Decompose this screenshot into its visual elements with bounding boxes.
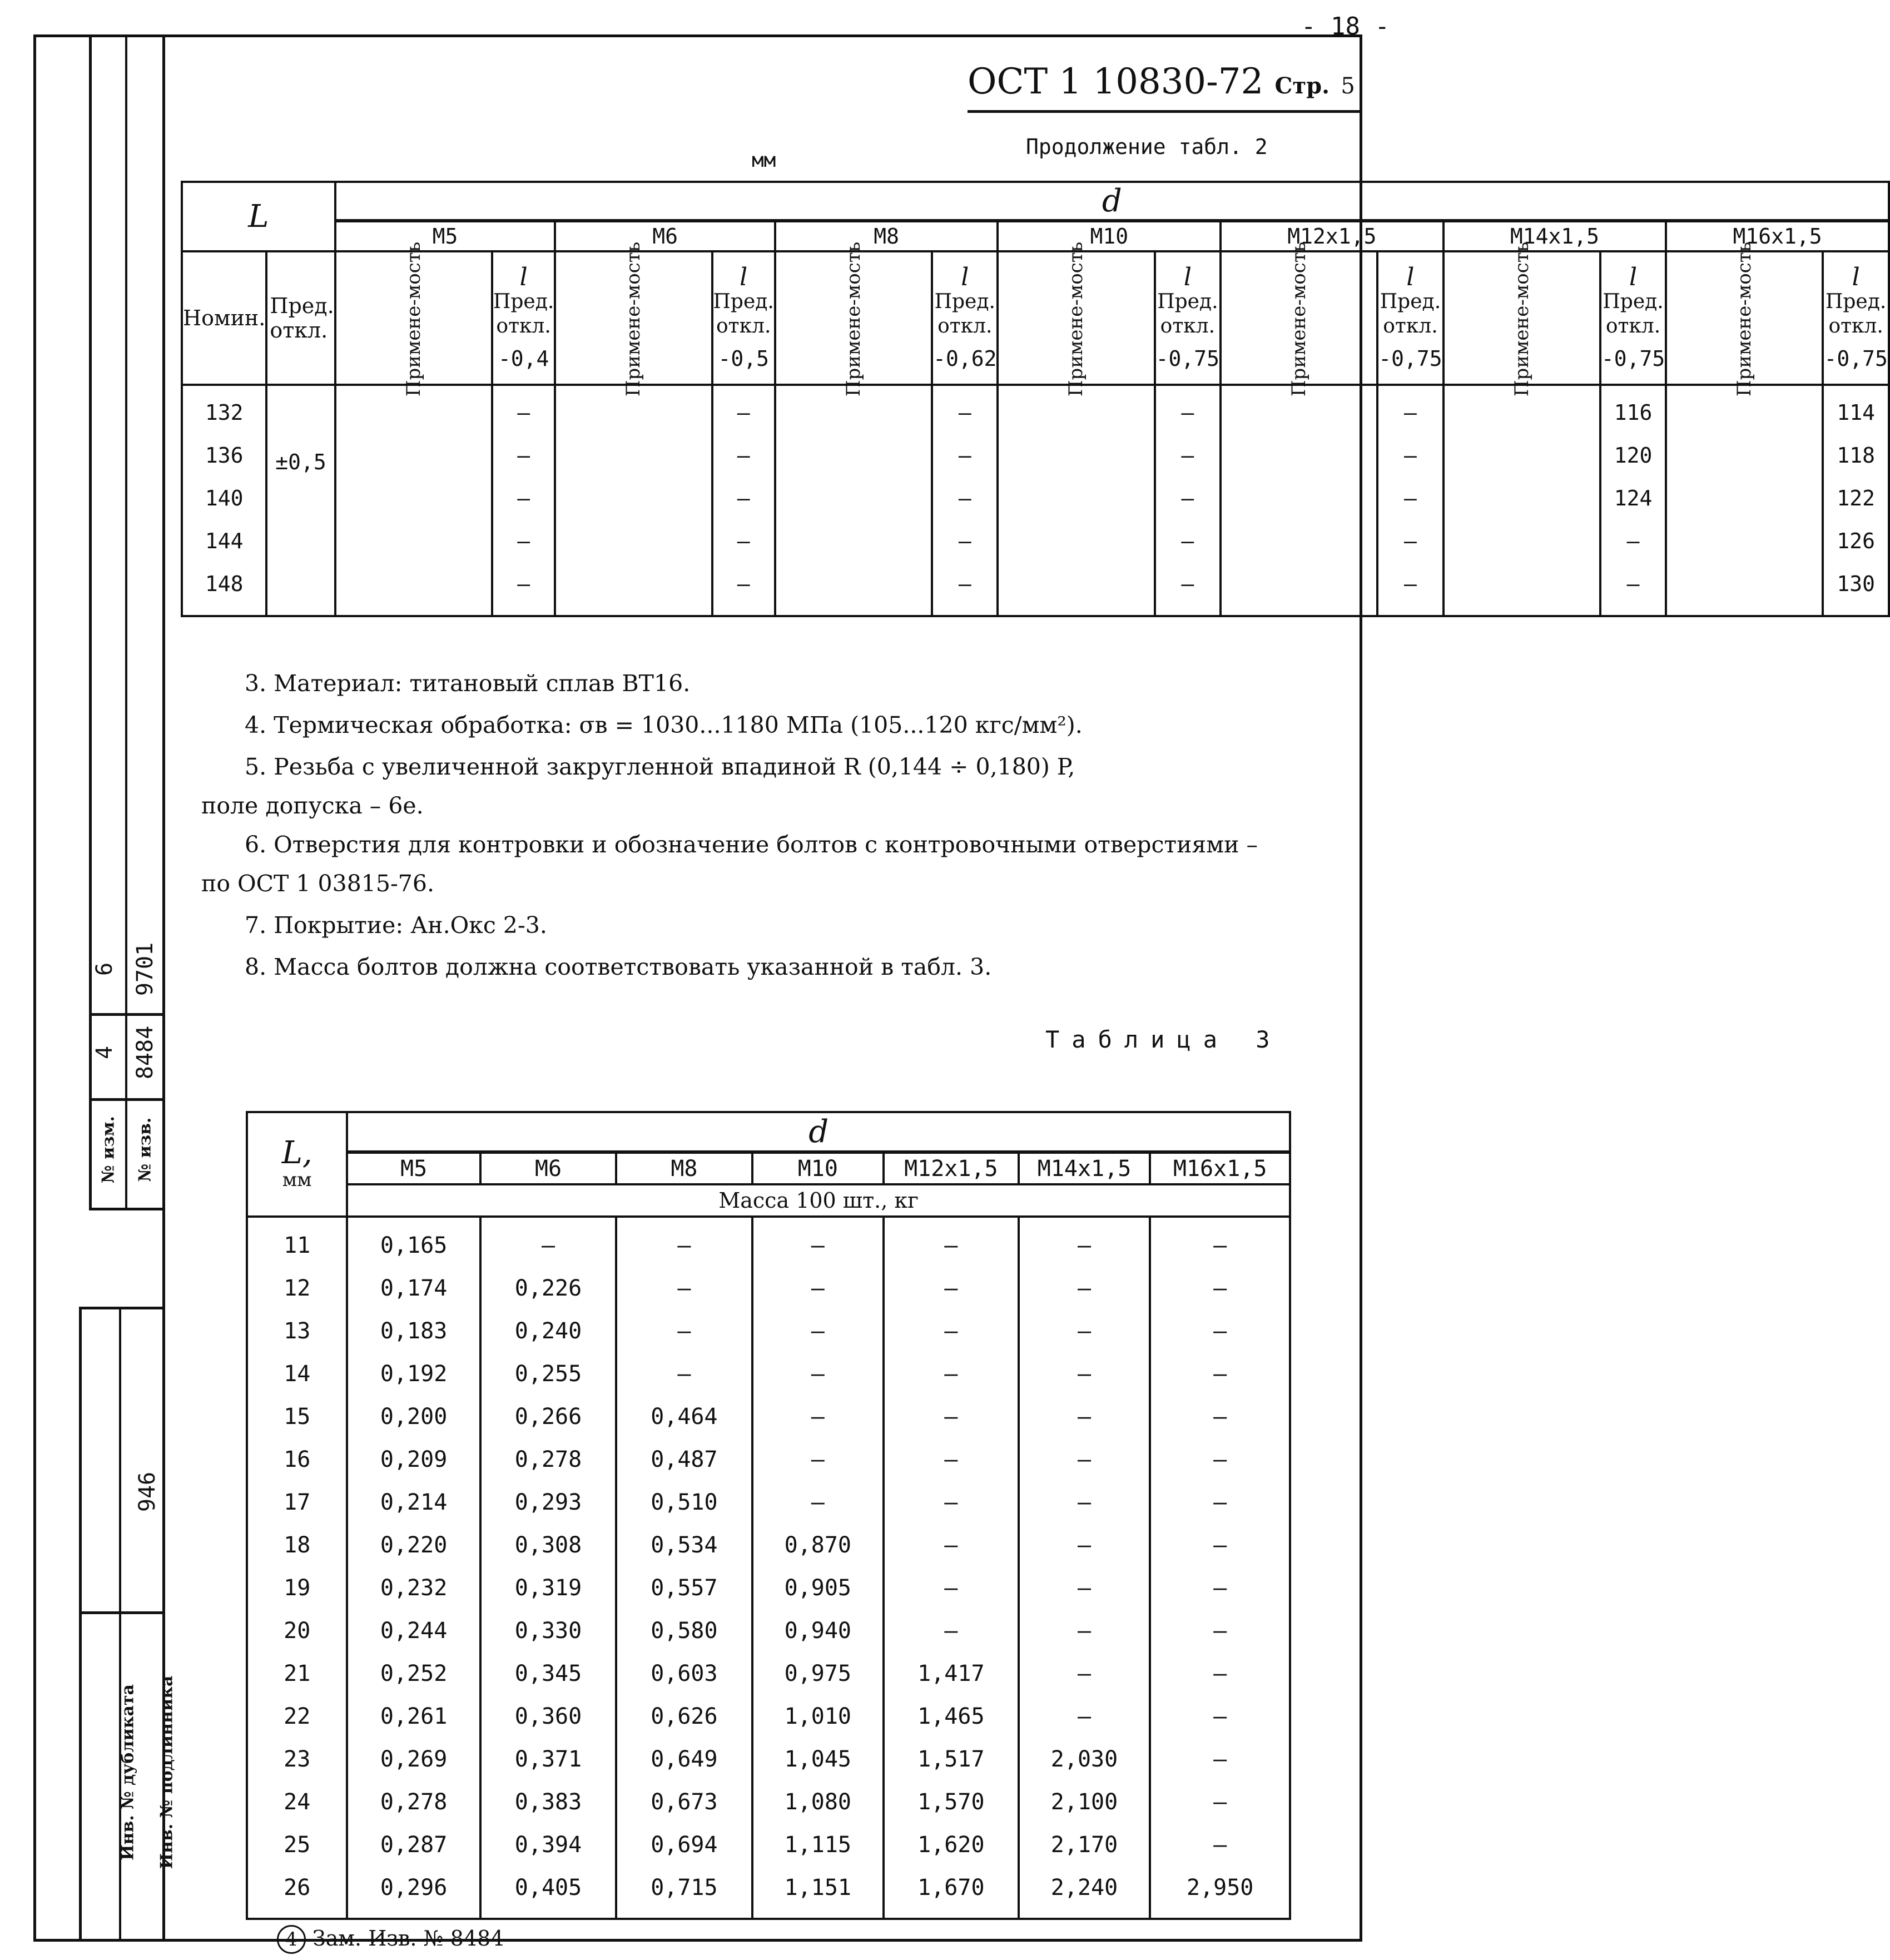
- l-values: [182, 385, 266, 616]
- change-number-b: 4: [92, 1045, 117, 1060]
- l-value: 25: [284, 1832, 311, 1858]
- table-cell: 0,266: [514, 1404, 582, 1430]
- nominal-header: Номин.: [182, 251, 266, 385]
- applicability-cell: [998, 385, 1154, 616]
- table-cell: 1,465: [917, 1704, 985, 1729]
- mass-values: [1019, 1217, 1150, 1919]
- table-cell: –: [677, 1361, 691, 1387]
- table-cell: 1,620: [917, 1832, 985, 1858]
- length-values: [1823, 385, 1888, 616]
- table-cell: 2,100: [1050, 1789, 1118, 1815]
- length-header: [1377, 251, 1443, 385]
- table-cell: 0,394: [514, 1832, 582, 1858]
- table-cell: –: [944, 1447, 958, 1472]
- thread-header: M14x1,5: [1019, 1152, 1150, 1184]
- l-value: 136: [205, 443, 244, 468]
- pred-otkl-label: Пред. откл.: [1603, 290, 1664, 338]
- note-line: 4. Термическая обработка: σв = 1030...1180 МПа (105...120 кгс/мм²).: [245, 712, 1083, 738]
- table-cell: –: [944, 1575, 958, 1601]
- l-value: 12: [284, 1276, 311, 1301]
- table-cell: 0,487: [651, 1447, 718, 1472]
- applicability-cell: [555, 385, 712, 616]
- table-cell: –: [944, 1490, 958, 1515]
- table-cell: –: [1181, 572, 1194, 596]
- table-cell: –: [1404, 486, 1417, 510]
- table-cell: –: [1181, 486, 1194, 510]
- table-cell: 2,170: [1050, 1832, 1118, 1858]
- d-header: d: [335, 182, 1889, 221]
- table-cell: 0,226: [514, 1276, 582, 1301]
- applicability-header: [1443, 241, 1600, 397]
- table-cell: 0,603: [651, 1661, 718, 1686]
- note-line: 8. Масса болтов должна соответствовать указанной в табл. 3.: [245, 954, 992, 980]
- table-cell: –: [1077, 1661, 1092, 1686]
- table-cell: –: [1077, 1276, 1092, 1301]
- pred-otkl-label: Пред. откл.: [713, 290, 774, 338]
- table-cell: 0,287: [380, 1832, 448, 1858]
- table-cell: 120: [1614, 443, 1653, 468]
- table-cell: –: [517, 443, 530, 468]
- mass-values: [616, 1217, 752, 1919]
- l-small-symbol: l: [1183, 263, 1192, 291]
- table-cell: 130: [1837, 572, 1875, 596]
- l-small-symbol: l: [1852, 263, 1860, 291]
- table-cell: 124: [1614, 486, 1653, 510]
- table-cell: 0,975: [784, 1661, 852, 1686]
- mass-values: [752, 1217, 884, 1919]
- table-cell: 116: [1614, 400, 1653, 425]
- table-cell: 1,670: [917, 1875, 985, 1901]
- mass-values: [884, 1217, 1019, 1919]
- length-values: [932, 385, 998, 616]
- doc-number-b: 8484: [132, 1025, 158, 1080]
- table-cell: 2,240: [1050, 1875, 1118, 1901]
- table-cell: 0,694: [651, 1832, 718, 1858]
- table-cell: 0,174: [380, 1276, 448, 1301]
- d-header: d: [347, 1112, 1290, 1152]
- thread-header: M6: [555, 221, 775, 251]
- inventory-number: 946: [135, 1471, 160, 1512]
- length-values: [1600, 385, 1666, 616]
- table-cell: –: [811, 1404, 825, 1430]
- table-cell: 0,330: [514, 1618, 582, 1644]
- length-values: [492, 385, 555, 616]
- l-value: 24: [284, 1789, 311, 1815]
- table-cell: –: [1077, 1361, 1092, 1387]
- note-line: 7. Покрытие: Ан.Окс 2-3.: [245, 912, 547, 939]
- table-cell: –: [1213, 1575, 1227, 1601]
- table-cell: –: [958, 572, 971, 596]
- table-cell: –: [1181, 443, 1194, 468]
- length-header: [712, 251, 775, 385]
- pred-otkl-label: Пред. откл.: [1825, 290, 1887, 338]
- table-cell: 2,030: [1050, 1746, 1118, 1772]
- table-cell: –: [1213, 1532, 1227, 1558]
- table-cell: –: [1213, 1789, 1227, 1815]
- l-value: 132: [205, 400, 244, 425]
- table-cell: –: [1077, 1704, 1092, 1729]
- table-cell: –: [1077, 1318, 1092, 1344]
- table-cell: 0,296: [380, 1875, 448, 1901]
- table-cell: 1,080: [784, 1789, 852, 1815]
- inv-podl-label: Инв. № подлинника: [157, 1675, 177, 1869]
- table-cell: –: [1213, 1404, 1227, 1430]
- table-cell: –: [944, 1276, 958, 1301]
- table-cell: 0,534: [651, 1532, 718, 1558]
- applicability-label: Примене-мость: [1288, 241, 1311, 397]
- mass-header: Масса 100 шт., кг: [347, 1184, 1290, 1217]
- table-cell: –: [958, 400, 971, 425]
- length-values: [1155, 385, 1221, 616]
- table-cell: 0,278: [380, 1789, 448, 1815]
- mass-values: [480, 1217, 616, 1919]
- tolerance-value: ±0,5: [275, 450, 326, 474]
- table-cell: –: [1181, 529, 1194, 553]
- length-header: [932, 251, 998, 385]
- applicability-header: [555, 241, 712, 397]
- table-cell: –: [1213, 1318, 1227, 1344]
- applicability-label: Примене-мость: [1733, 241, 1756, 397]
- pred-otkl-label: Пред. откл.: [1380, 290, 1441, 338]
- table-cell: –: [1213, 1832, 1227, 1858]
- table-cell: 0,626: [651, 1704, 718, 1729]
- table-cell: –: [517, 400, 530, 425]
- data-row: [182, 385, 1889, 616]
- table-cell: 0,209: [380, 1447, 448, 1472]
- table-cell: –: [811, 1318, 825, 1344]
- note-line: 5. Резьба с увеличенной закругленной впадиной R (0,144 ÷ 0,180) P,: [245, 753, 1075, 780]
- tolerance-value: -0,5: [718, 346, 769, 371]
- table-cell: –: [1626, 572, 1640, 596]
- pred-otkl-label: Пред. откл.: [934, 290, 995, 338]
- table-cell: 0,673: [651, 1789, 718, 1815]
- stamp-line: [89, 1098, 165, 1101]
- note-line: поле допуска – 6е.: [201, 792, 424, 819]
- table-cell: 0,940: [784, 1618, 852, 1644]
- applicability-label: Примене-мость: [1065, 241, 1088, 397]
- table-cell: 0,269: [380, 1746, 448, 1772]
- table-cell: –: [1077, 1233, 1092, 1258]
- table-cell: 0,715: [651, 1875, 718, 1901]
- table-cell: 0,183: [380, 1318, 448, 1344]
- thread-header: M12x1,5: [884, 1152, 1019, 1184]
- table-cell: –: [1077, 1490, 1092, 1515]
- table-cell: 0,870: [784, 1532, 852, 1558]
- thread-header: M10: [998, 221, 1221, 251]
- table-cell: 0,557: [651, 1575, 718, 1601]
- table-cell: –: [677, 1318, 691, 1344]
- l-value: 16: [284, 1447, 311, 1472]
- izm-label: № изм.: [98, 1116, 118, 1183]
- table-cell: –: [1404, 529, 1417, 553]
- table-cell: –: [1213, 1661, 1227, 1686]
- change-number-a: 6: [92, 962, 117, 976]
- table-cell: 0,319: [514, 1575, 582, 1601]
- thread-header: M10: [752, 1152, 884, 1184]
- tolerance-value: -0,75: [1155, 346, 1220, 371]
- table-cell: 126: [1837, 529, 1875, 553]
- table-cell: 122: [1837, 486, 1875, 510]
- tolerance-value: -0,4: [498, 346, 549, 371]
- table-cell: –: [1213, 1447, 1227, 1472]
- l-value: 21: [284, 1661, 311, 1686]
- table-cell: 0,255: [514, 1361, 582, 1387]
- footer: [277, 1925, 504, 1954]
- applicability-cell: [775, 385, 932, 616]
- table-cell: 0,308: [514, 1532, 582, 1558]
- l-small-symbol: l: [1629, 263, 1638, 291]
- note-line: 3. Материал: титановый сплав ВТ16.: [245, 670, 691, 697]
- table-cell: –: [811, 1276, 825, 1301]
- tolerance-value: -0,75: [1824, 346, 1888, 371]
- table-cell: –: [737, 400, 750, 425]
- applicability-label: Примене-мость: [842, 241, 865, 397]
- table-cell: 0,371: [514, 1746, 582, 1772]
- table-cell: 0,360: [514, 1704, 582, 1729]
- table-cell: 0,464: [651, 1404, 718, 1430]
- thread-header-row: [247, 1152, 1290, 1184]
- table-cell: 0,905: [784, 1575, 852, 1601]
- table-cell: –: [517, 529, 530, 553]
- subheader-row: [182, 251, 1889, 385]
- header-underline: [968, 110, 1362, 113]
- data-row: [247, 1217, 1290, 1919]
- table-cell: –: [737, 529, 750, 553]
- table-cell: –: [1213, 1618, 1227, 1644]
- table-cell: –: [737, 486, 750, 510]
- table-cell: –: [944, 1318, 958, 1344]
- table-cell: –: [811, 1447, 825, 1472]
- table-cell: –: [737, 572, 750, 596]
- table-cell: –: [1213, 1361, 1227, 1387]
- table-cell: 1,010: [784, 1704, 852, 1729]
- table-cell: 0,405: [514, 1875, 582, 1901]
- table-cell: 0,232: [380, 1575, 448, 1601]
- table-3-title: Таблица 3: [1045, 1026, 1282, 1053]
- deviation-header: Пред. откл.: [266, 251, 335, 385]
- table-cell: –: [677, 1233, 691, 1258]
- table-cell: –: [944, 1532, 958, 1558]
- table-cell: 0,244: [380, 1618, 448, 1644]
- l-value: 13: [284, 1318, 311, 1344]
- table-3: [246, 1111, 1291, 1920]
- applicability-label: Примене-мость: [402, 241, 425, 397]
- l-header: [247, 1112, 347, 1217]
- table-cell: –: [811, 1361, 825, 1387]
- thread-header: M14x1,5: [1443, 221, 1666, 251]
- length-header: [1155, 251, 1221, 385]
- l-symbol: L,: [281, 1135, 312, 1171]
- l-small-symbol: l: [519, 263, 528, 291]
- thread-header: M8: [775, 221, 998, 251]
- table-cell: –: [1213, 1704, 1227, 1729]
- table-cell: –: [1077, 1404, 1092, 1430]
- applicability-header: [335, 241, 492, 397]
- table-cell: –: [958, 529, 971, 553]
- applicability-cell: [1443, 385, 1600, 616]
- l-values: [247, 1217, 347, 1919]
- izv-label: № изв.: [135, 1117, 155, 1182]
- table-cell: –: [1213, 1490, 1227, 1515]
- l-small-symbol: l: [1406, 263, 1415, 291]
- table-cell: –: [811, 1490, 825, 1515]
- table-cell: –: [517, 486, 530, 510]
- length-header: [492, 251, 555, 385]
- table-cell: 1,417: [917, 1661, 985, 1686]
- table-cell: 1,151: [784, 1875, 852, 1901]
- table-cell: 0,252: [380, 1661, 448, 1686]
- l-value: 22: [284, 1704, 311, 1729]
- note-line: 6. Отверстия для контровки и обозначение болтов с контровочными отверстиями –: [245, 831, 1258, 858]
- table-cell: 0,383: [514, 1789, 582, 1815]
- table-cell: –: [517, 572, 530, 596]
- page-number: - 18 -: [1301, 12, 1390, 41]
- table-cell: –: [1404, 400, 1417, 425]
- table-cell: –: [677, 1276, 691, 1301]
- doc-number-a: 9701: [132, 942, 158, 996]
- tolerance-value: -0,75: [1601, 346, 1665, 371]
- table-cell: 0,192: [380, 1361, 448, 1387]
- table-cell: 0,345: [514, 1661, 582, 1686]
- table-cell: –: [737, 443, 750, 468]
- l-value: 14: [284, 1361, 311, 1387]
- table-cell: –: [1213, 1746, 1227, 1772]
- table-cell: 118: [1837, 443, 1875, 468]
- thread-header: M16x1,5: [1666, 221, 1889, 251]
- pred-otkl-label: Пред. откл.: [493, 290, 554, 338]
- page-label: Стр.: [1274, 73, 1330, 99]
- table-cell: 0,580: [651, 1618, 718, 1644]
- doc-code-text: ОСТ 1 10830-72: [968, 61, 1264, 102]
- table-cell: –: [1213, 1276, 1227, 1301]
- stamp-line: [79, 1611, 165, 1614]
- table-cell: 0,200: [380, 1404, 448, 1430]
- length-values: [712, 385, 775, 616]
- l-value: 144: [205, 529, 244, 553]
- l-value: 15: [284, 1404, 311, 1430]
- l-value: 148: [205, 572, 244, 596]
- table-cell: –: [944, 1618, 958, 1644]
- applicability-header: [1221, 241, 1377, 397]
- table-cell: 0,293: [514, 1490, 582, 1515]
- table-cell: 114: [1837, 400, 1875, 425]
- thread-header: M6: [480, 1152, 616, 1184]
- thread-header: M16x1,5: [1150, 1152, 1290, 1184]
- l-value: 18: [284, 1532, 311, 1558]
- tolerance-value: -0,62: [933, 346, 997, 371]
- table-cell: 0,261: [380, 1704, 448, 1729]
- applicability-label: Примене-мость: [1510, 241, 1533, 397]
- table-cell: –: [1626, 529, 1640, 553]
- table-cell: –: [1404, 443, 1417, 468]
- stamp-divider: [125, 34, 127, 1210]
- thread-header: M12x1,5: [1221, 221, 1443, 251]
- table-cell: 0,649: [651, 1746, 718, 1772]
- mass-values: [1150, 1217, 1290, 1919]
- thread-header: M5: [335, 221, 555, 251]
- note-line: по ОСТ 1 03815-76.: [201, 870, 435, 897]
- l-unit: мм: [282, 1169, 312, 1191]
- length-header: [1823, 251, 1888, 385]
- l-header: L: [182, 182, 335, 251]
- document-code: [968, 61, 1355, 102]
- pred-otkl-label: Пред. откл.: [1157, 290, 1218, 338]
- l-value: 26: [284, 1875, 311, 1901]
- l-small-symbol: l: [961, 263, 969, 291]
- table-cell: –: [811, 1233, 825, 1258]
- table-cell: –: [1077, 1575, 1092, 1601]
- table-cell: 2,950: [1186, 1875, 1254, 1901]
- table-cell: –: [944, 1404, 958, 1430]
- table-cell: 0,240: [514, 1318, 582, 1344]
- table-cell: –: [1077, 1532, 1092, 1558]
- l-value: 23: [284, 1746, 311, 1772]
- thread-header: M5: [347, 1152, 480, 1184]
- tolerance-value: -0,75: [1378, 346, 1442, 371]
- applicability-cell: [335, 385, 492, 616]
- table-cell: 1,115: [784, 1832, 852, 1858]
- stamp-line: [89, 1013, 165, 1016]
- thread-header-row: [182, 221, 1889, 251]
- table-cell: 1,517: [917, 1746, 985, 1772]
- l-value: 17: [284, 1490, 311, 1515]
- table-cell: 0,510: [651, 1490, 718, 1515]
- table-cell: –: [1077, 1447, 1092, 1472]
- table-cell: –: [944, 1233, 958, 1258]
- applicability-header: [775, 241, 932, 397]
- applicability-header: [998, 241, 1154, 397]
- inv-dub-label: Инв. № дубликата: [118, 1684, 138, 1860]
- circle-number: 4: [277, 1925, 306, 1954]
- table-2: [181, 181, 1890, 617]
- l-value: 20: [284, 1618, 311, 1644]
- l-value: 19: [284, 1575, 311, 1601]
- length-values: [1377, 385, 1443, 616]
- page-num: 5: [1341, 73, 1355, 99]
- table-cell: –: [958, 443, 971, 468]
- table-cell: 1,570: [917, 1789, 985, 1815]
- l-value: 140: [205, 486, 244, 510]
- continuation-label: Продолжение табл. 2: [1026, 135, 1268, 159]
- table-cell: –: [958, 486, 971, 510]
- thread-header: M8: [616, 1152, 752, 1184]
- table-cell: –: [944, 1361, 958, 1387]
- length-header: [1600, 251, 1666, 385]
- footer-text: Зам. Изв. № 8484: [312, 1926, 504, 1951]
- applicability-header: [1666, 241, 1823, 397]
- l-small-symbol: l: [740, 263, 748, 291]
- applicability-label: Примене-мость: [622, 241, 645, 397]
- table-cell: 1,045: [784, 1746, 852, 1772]
- mass-values: [347, 1217, 480, 1919]
- table-cell: –: [1213, 1233, 1227, 1258]
- table-cell: 0,220: [380, 1532, 448, 1558]
- table-cell: –: [1077, 1618, 1092, 1644]
- table-cell: –: [1404, 572, 1417, 596]
- table-cell: 0,165: [380, 1233, 448, 1258]
- applicability-cell: [1221, 385, 1377, 616]
- tolerance-cell: [266, 385, 335, 616]
- table-cell: –: [541, 1233, 555, 1258]
- table-cell: 0,278: [514, 1447, 582, 1472]
- table-cell: 0,214: [380, 1490, 448, 1515]
- table-cell: –: [1181, 400, 1194, 425]
- applicability-cell: [1666, 385, 1823, 616]
- l-value: 11: [284, 1233, 311, 1258]
- units-label: мм: [752, 149, 776, 172]
